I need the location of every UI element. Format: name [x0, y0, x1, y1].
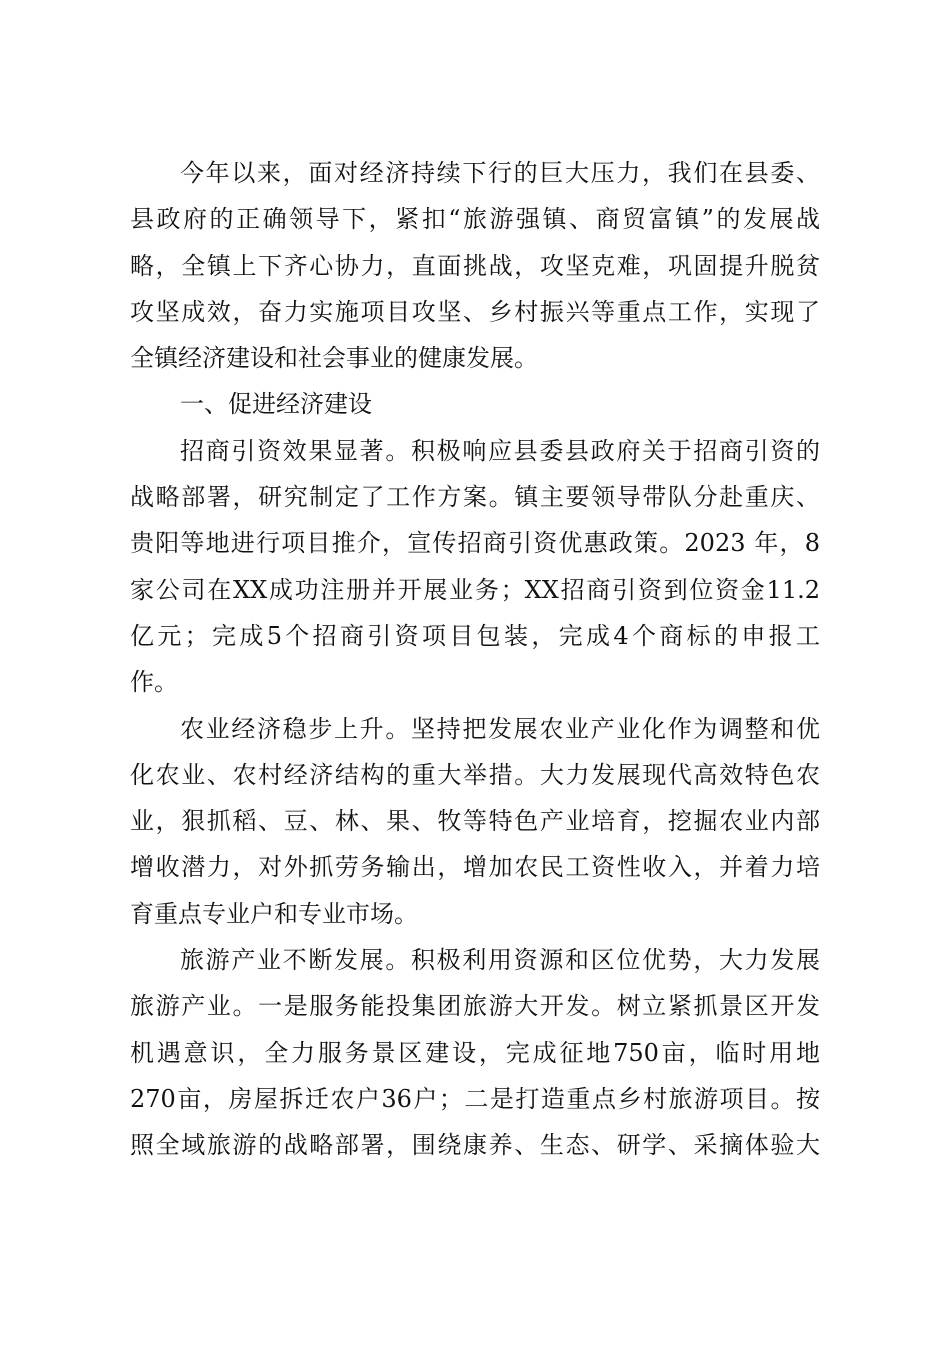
section-heading: 一、促进经济建设: [180, 390, 372, 419]
text-line: 招商引资效果显著。积极响应县委县政府关于招商引资的: [180, 436, 820, 465]
text-line: 战略部署，研究制定了工作方案。镇主要领导带队分赴重庆、: [130, 483, 820, 512]
text-line: 旅游产业。一是服务能投集团旅游大开发。树立紧抓景区开发: [130, 992, 820, 1021]
text-line: 化农业、农村经济结构的重大举措。大力发展现代高效特色农: [130, 760, 820, 789]
text-line: 县政府的正确领导下，紧扣“旅游强镇、商贸富镇”的发展战: [130, 205, 820, 234]
text-line: 作。: [130, 668, 178, 697]
paragraph-investment: [130, 428, 820, 706]
text-line: 业，狠抓稻、豆、林、果、牧等特色产业培育，挖掘农业内部: [130, 807, 820, 836]
document-page: [130, 150, 820, 1169]
text-line: 贵阳等地进行项目推介，宣传招商引资优惠政策。2023 年，8: [130, 529, 820, 558]
text-line: 照全域旅游的战略部署，围绕康养、生态、研学、采摘体验大: [130, 1131, 820, 1160]
text-line: 旅游产业不断发展。积极利用资源和区位优势，大力发展: [180, 946, 820, 975]
text-line: 全镇经济建设和社会事业的健康发展。: [130, 344, 538, 373]
text-line: 270亩，房屋拆迁农户36户；二是打造重点乡村旅游项目。按: [130, 1084, 820, 1113]
text-line: 增收潜力，对外抓劳务输出，增加农民工资性收入，并着力培: [130, 853, 820, 882]
paragraph-tourism: [130, 937, 820, 1168]
text-line: 育重点专业户和专业市场。: [130, 899, 418, 928]
text-line: 攻坚成效，奋力实施项目攻坚、乡村振兴等重点工作，实现了: [130, 297, 820, 326]
text-line: 家公司在XX成功注册并开展业务；XX招商引资到位资金11.2: [130, 575, 820, 604]
paragraph-intro: [130, 150, 820, 381]
text-line: 农业经济稳步上升。坚持把发展农业产业化作为调整和优: [180, 714, 820, 743]
text-line: 机遇意识，全力服务景区建设，完成征地750亩，临时用地: [130, 1038, 820, 1067]
text-line: 略，全镇上下齐心协力，直面挑战，攻坚克难，巩固提升脱贫: [130, 251, 820, 280]
text-line: 亿元；完成5个招商引资项目包装，完成4个商标的申报工: [130, 621, 820, 650]
paragraph-agriculture: [130, 706, 820, 937]
text-line: 今年以来，面对经济持续下行的巨大压力，我们在县委、: [180, 159, 820, 187]
